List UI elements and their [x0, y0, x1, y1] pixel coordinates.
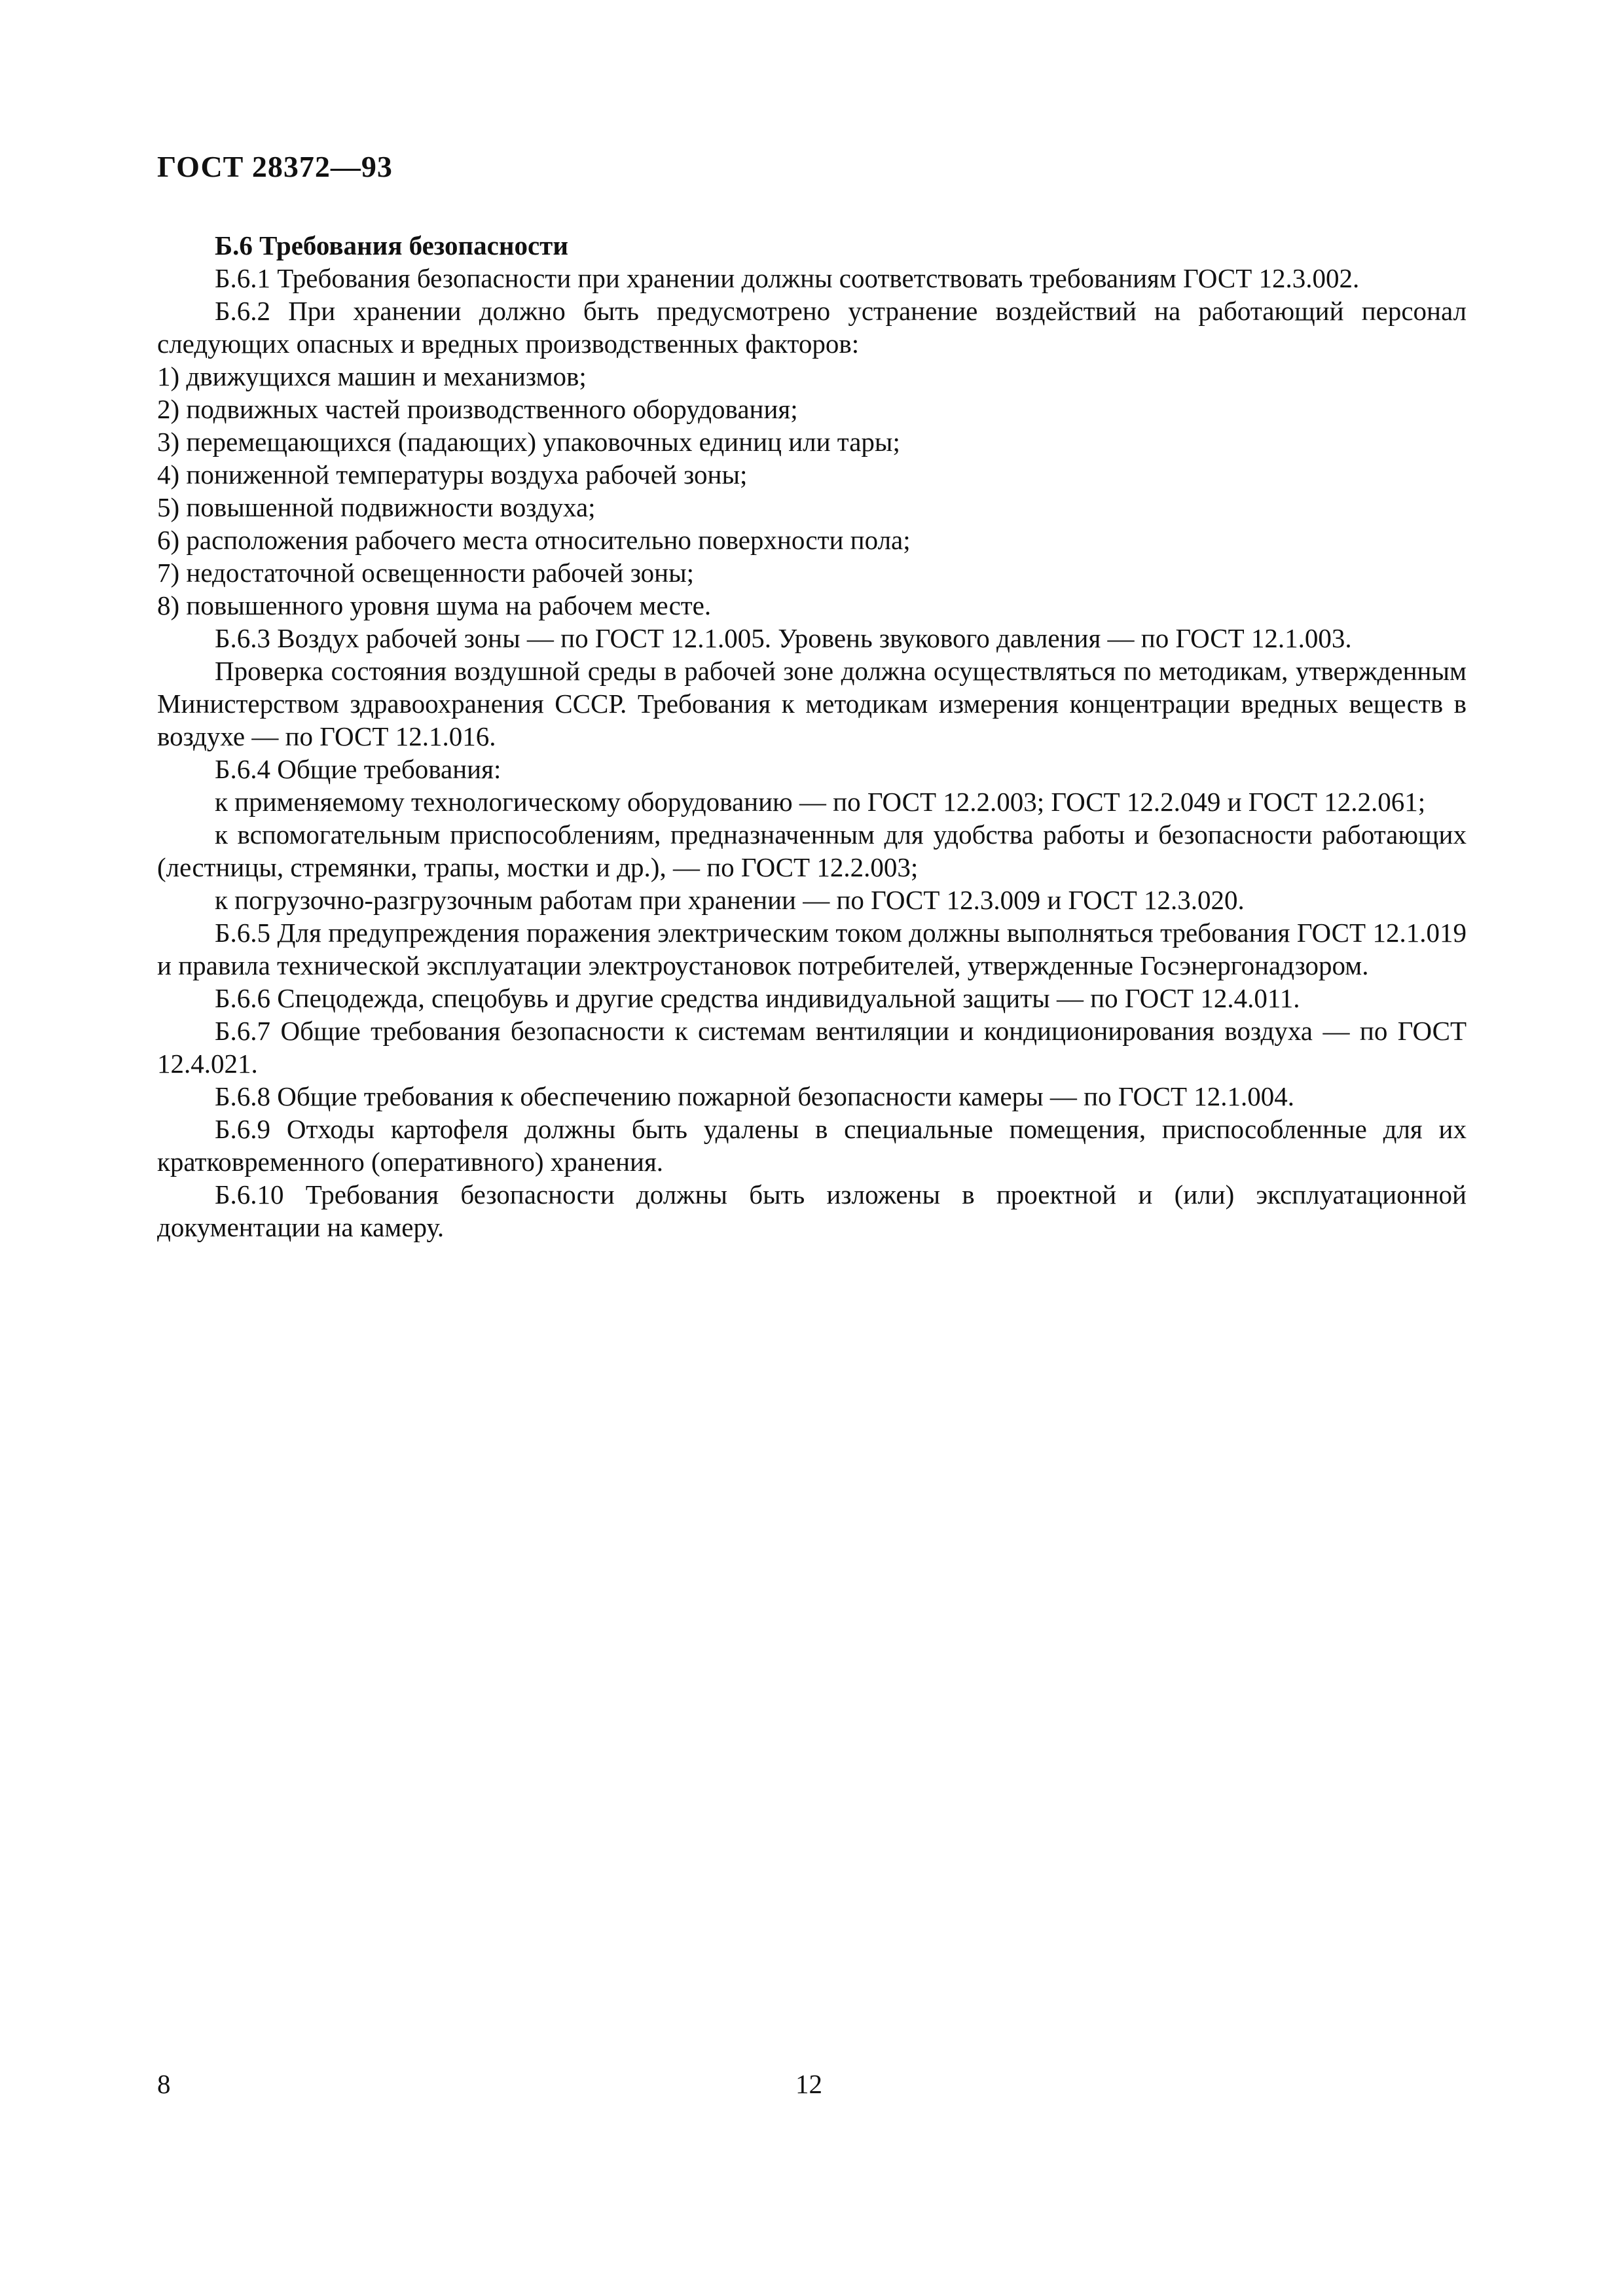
document-body: [157, 229, 1467, 1244]
paragraph-b-6-8: Б.6.8 Общие требования к обеспечению пожарной безопасности камеры — по ГОСТ 12.1.004.: [215, 1081, 1295, 1111]
list-item: 6) расположения рабочего места относительно поверхности пола;: [157, 525, 911, 555]
paragraph-b-6-7: Б.6.7 Общие требования безопасности к системам вентиляции и кондиционирования воздуха — по ГОСТ 12.4.021.: [157, 1016, 1467, 1079]
section-title: Б.6 Требования безопасности: [215, 230, 568, 260]
paragraph-b-6-4-devices: к вспомогательным приспособлениям, предназначенным для удобства работы и безопасности работающих (лестницы, стремянки, трапы, мостки и др.), — по ГОСТ 12.2.003;: [157, 819, 1467, 882]
list-item: 8) повышенного уровня шума на рабочем месте.: [157, 590, 712, 620]
list-item: 5) повышенной подвижности воздуха;: [157, 492, 596, 522]
paragraph-b-6-2: Б.6.2 При хранении должно быть предусмотрено устранение воздействий на работающий персонал следующих опасных и вредных производственных факторов:: [157, 296, 1467, 359]
paragraph-b-6-4: Б.6.4 Общие требования:: [215, 754, 501, 784]
list-item: 1) движущихся машин и механизмов;: [157, 361, 587, 391]
paragraph-b-6-4-loading: к погрузочно-разгрузочным работам при хранении — по ГОСТ 12.3.009 и ГОСТ 12.3.020.: [215, 885, 1245, 915]
paragraph-b-6-5: Б.6.5 Для предупреждения поражения электрическим током должны выполняться требования ГОСТ 12.1.019 и правила технической эксплуатации электроустановок потребителей, утвержденные Госэнергонадзором.: [157, 918, 1467, 980]
paragraph-b-6-3-air-check: Проверка состояния воздушной среды в рабочей зоне должна осуществляться по методикам, утвержденным Министерством здравоохранения СССР. Требования к методикам измерения концентрации вредных веществ в воздухе — по ГОСТ 12.1.016.: [157, 656, 1467, 751]
paragraph-b-6-1: Б.6.1 Требования безопасности при хранении должны соответствовать требованиям ГОСТ 12.3.002.: [215, 263, 1360, 293]
list-item: 4) пониженной температуры воздуха рабочей зоны;: [157, 459, 748, 490]
paragraph-b-6-6: Б.6.6 Спецодежда, спецобувь и другие средства индивидуальной защиты — по ГОСТ 12.4.011.: [215, 983, 1300, 1013]
list-item: 2) подвижных частей производственного оборудования;: [157, 394, 798, 424]
page-number-left: 8: [157, 2069, 171, 2099]
paragraph-b-6-3: Б.6.3 Воздух рабочей зоны — по ГОСТ 12.1.005. Уровень звукового давления — по ГОСТ 12.1.003.: [215, 623, 1352, 653]
list-item: 7) недостаточной освещенности рабочей зоны;: [157, 558, 695, 588]
page-number-center: 12: [795, 2069, 822, 2099]
document-header: ГОСТ 28372—93: [157, 150, 393, 183]
paragraph-b-6-9: Б.6.9 Отходы картофеля должны быть удалены в специальные помещения, приспособленные для их кратковременного (оперативного) хранения.: [157, 1114, 1467, 1177]
list-item: 3) перемещающихся (падающих) упаковочных единиц или тары;: [157, 427, 900, 457]
paragraph-b-6-4-equipment: к применяемому технологическому оборудованию — по ГОСТ 12.2.003; ГОСТ 12.2.049 и ГОСТ 12.2.061;: [215, 787, 1426, 817]
paragraph-b-6-10: Б.6.10 Требования безопасности должны быть изложены в проектной и (или) эксплуатационной документации на камеру.: [157, 1179, 1467, 1242]
